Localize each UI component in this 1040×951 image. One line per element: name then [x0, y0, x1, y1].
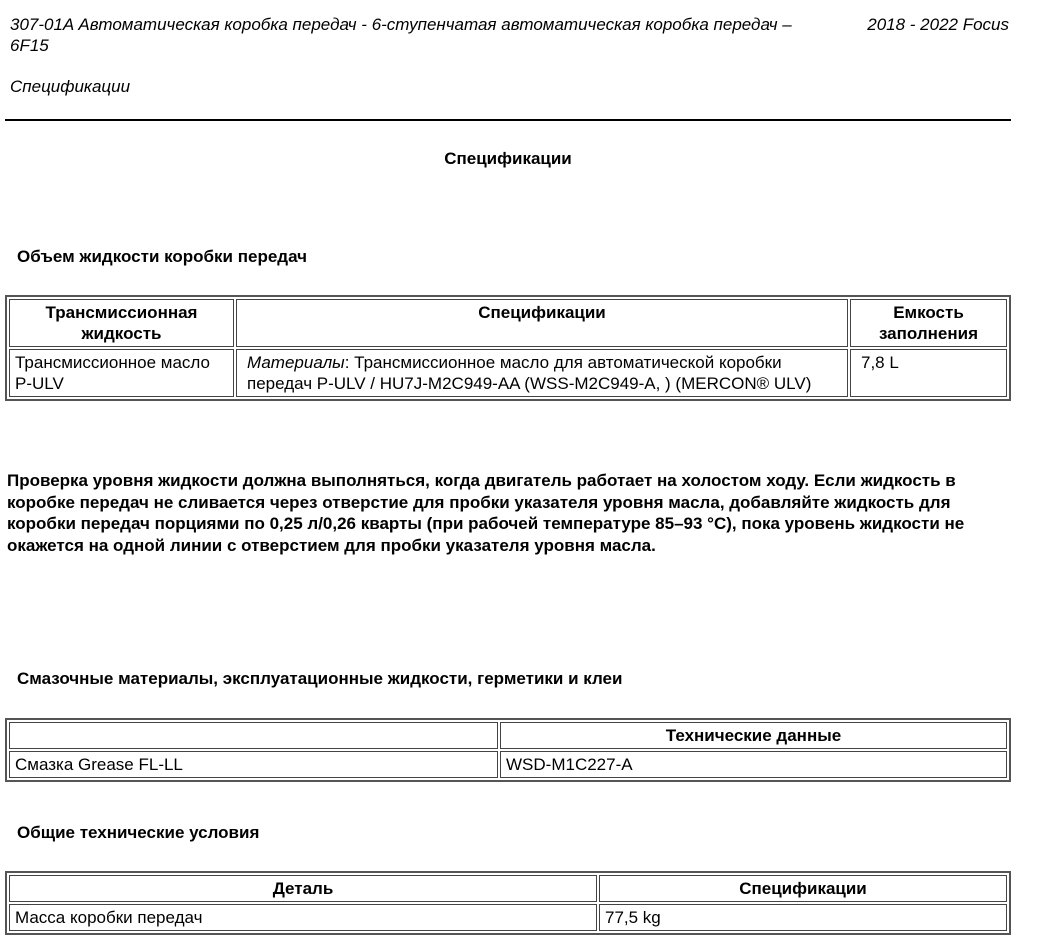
document-subtitle: Спецификации	[10, 77, 131, 96]
col-header-capacity: Емкость заполнения	[850, 299, 1007, 347]
general-spec-heading: Общие технические условия	[17, 823, 260, 842]
materials-label: Материалы	[247, 353, 345, 372]
cell-lubricant-name: Смазка Grease FL-LL	[9, 751, 498, 778]
col-header-spec: Спецификации	[599, 875, 1007, 902]
table-header-row	[9, 875, 1007, 902]
document-title: 307-01A Автоматическая коробка передач - 6-ступенчатая автоматическая коробка передач – 6F15	[10, 15, 792, 55]
col-header-empty	[9, 722, 498, 749]
fluid-capacity-heading: Объем жидкости коробки передач	[17, 247, 307, 266]
col-header-fluid: Трансмиссионная жидкость	[9, 299, 234, 347]
table-header-row	[9, 299, 1007, 347]
cell-lubricant-data: WSD-M1C227-A	[500, 751, 1007, 778]
cell-value: 77,5 kg	[599, 904, 1007, 931]
fluid-level-note: Проверка уровня жидкости должна выполняться, когда двигатель работает на холостом ходу. Если жидкость в коробке передач не сливается через отверстие для пробки указателя уровня масла, добавляйте жидкость для коробки передач порциями по 0,25 л/0,26 кварты (при рабочей температуре 85–93 °C), пока уровень жидкости не окажется на одной линии с отверстием для пробки указателя уровня масла.	[7, 471, 965, 555]
col-header-technical-data: Технические данные	[500, 722, 1007, 749]
model-years: 2018 - 2022 Focus	[867, 15, 1009, 34]
materials-text: : Трансмиссионное масло для автоматической коробки передач P-ULV / HU7J-M2C949-AA (WSS-M2C949-A, ) (MERCON® ULV)	[247, 353, 812, 393]
lubricants-heading: Смазочные материалы, эксплуатационные жидкости, герметики и клеи	[17, 669, 623, 688]
page-title: Спецификации	[444, 149, 572, 168]
col-header-item: Деталь	[9, 875, 597, 902]
table-header-row	[9, 722, 1007, 749]
lubricants-table	[5, 718, 1011, 782]
general-spec-table	[5, 871, 1011, 935]
cell-fluid: Трансмиссионное масло P-ULV	[9, 349, 234, 397]
table-row	[9, 904, 1007, 931]
cell-item: Масса коробки передач	[9, 904, 597, 931]
header-divider	[5, 119, 1011, 121]
cell-spec	[236, 349, 848, 397]
table-row	[9, 349, 1007, 397]
cell-capacity: 7,8 L	[850, 349, 1007, 397]
fluid-capacity-table	[5, 295, 1011, 401]
col-header-spec: Спецификации	[236, 299, 848, 347]
table-row	[9, 751, 1007, 778]
